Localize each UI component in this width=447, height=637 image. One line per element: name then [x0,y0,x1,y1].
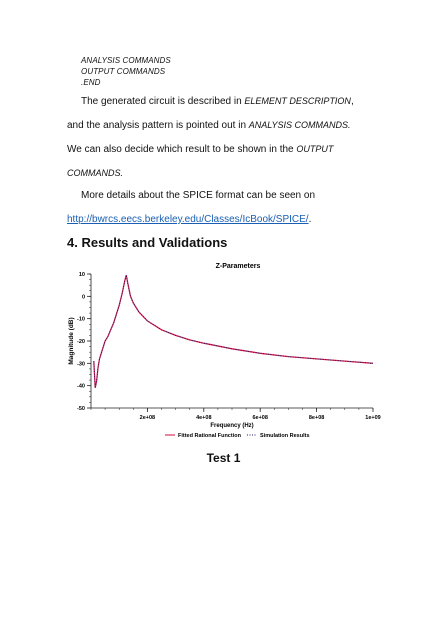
y-tick-label: -40 [77,383,85,390]
text-run: . [308,214,312,225]
chart-title: Z-Parameters [215,263,261,270]
x-tick-label: 2e+08 [139,415,156,421]
fitted-rational-function-line [94,275,373,388]
y-tick-label: 0 [81,294,85,301]
z-parameters-chart [0,256,447,456]
text-run: More details about the SPICE format can be seen on [81,190,316,201]
spice-format-link[interactable]: http://bwrcs.eecs.berkeley.edu/Classes/IcBook/SPICE/ [67,214,309,225]
paragraph-line [67,119,351,132]
text-run: , [350,96,354,107]
paragraph-line [67,167,123,180]
code-line-end: .END [81,78,101,87]
y-tick-label: -10 [77,316,85,323]
y-axis-label: Magnitude (dB) [68,317,75,365]
legend-label: Fitted Rational Function [178,433,241,439]
italic-term: ELEMENT DESCRIPTION [244,96,351,106]
figure-caption: Test 1 [206,451,241,465]
text-run: The generated circuit is described in [81,96,245,107]
text-run: We can also decide which result to be shown in the [67,144,297,155]
paragraph-line [81,190,315,202]
code-line-output: OUTPUT COMMANDS [81,67,166,76]
y-tick-label: -20 [77,339,85,345]
legend-label: Simulation Results [260,433,310,439]
paragraph-line [81,95,354,108]
simulation-results-line [94,275,373,388]
text-run: and the analysis pattern is pointed out in [67,120,249,131]
italic-term: ANALYSIS COMMANDS. [248,120,351,130]
x-tick-label: 6e+08 [252,415,268,421]
chart-series [94,275,373,388]
section-heading: 4. Results and Validations [67,235,228,250]
y-tick-label: -50 [77,406,85,412]
paragraph-line [67,214,311,226]
italic-term: COMMANDS. [67,168,123,178]
x-tick-label: 4e+08 [196,415,212,421]
code-line-analysis: ANALYSIS COMMANDS [81,56,171,65]
italic-term: OUTPUT [296,144,334,154]
x-axis-label: Frequency (Hz) [210,423,254,429]
chart-legend [165,433,310,439]
y-tick-label: 10 [78,272,85,278]
x-tick-label: 8e+08 [308,415,325,421]
x-tick-label: 1e+09 [365,415,381,421]
y-tick-label: -30 [77,361,85,368]
paragraph-line [67,143,333,156]
